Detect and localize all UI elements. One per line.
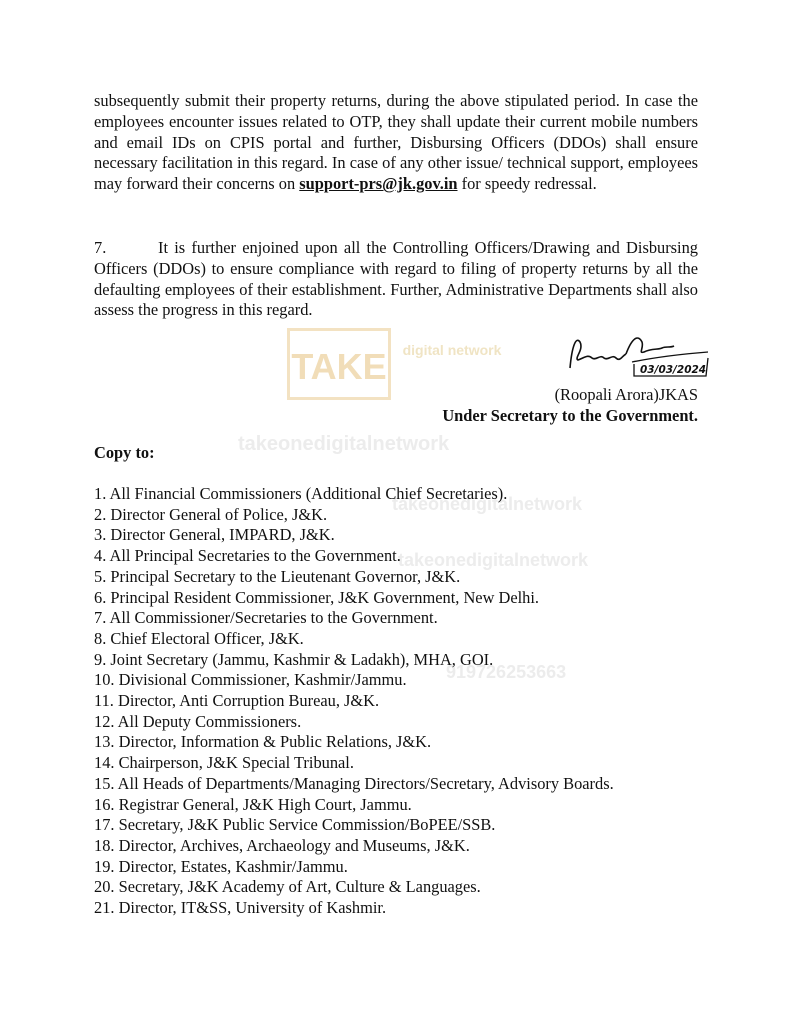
paragraph-text: for speedy redressal. — [457, 174, 597, 194]
list-item: 12. All Deputy Commissioners. — [94, 711, 302, 731]
list-item: 11. Director, Anti Corruption Bureau, J&K. — [94, 691, 380, 711]
list-item: 21. Director, IT&SS, University of Kashmir. — [94, 898, 387, 918]
list-item: 15. All Heads of Departments/Managing Directors/Secretary, Advisory Boards. — [94, 773, 614, 793]
watermark-logo-secondary: digital network — [402, 342, 502, 358]
list-item: 9. Joint Secretary (Jammu, Kashmir & Ladakh), MHA, GOI. — [94, 649, 494, 669]
list-item: 8. Chief Electoral Officer, J&K. — [94, 628, 304, 648]
list-item: 20. Secretary, J&K Academy of Art, Culture & Languages. — [94, 877, 481, 897]
list-item: 13. Director, Information & Public Relations, J&K. — [94, 732, 432, 752]
list-item: 19. Director, Estates, Kashmir/Jammu. — [94, 856, 348, 876]
signature-date: 03/03/2024 — [640, 364, 707, 376]
list-item: 14. Chairperson, J&K Special Tribunal. — [94, 753, 354, 773]
list-item: 17. Secretary, J&K Public Service Commission/BoPEE/SSB. — [94, 815, 496, 835]
list-item: 6. Principal Resident Commissioner, J&K Government, New Delhi. — [94, 587, 540, 607]
paragraph-number: 7. — [94, 238, 107, 257]
support-email-link[interactable]: support-prs@jk.gov.in — [299, 174, 458, 194]
list-item: 7. All Commissioner/Secretaries to the Government. — [94, 608, 438, 628]
watermark-text: takeonedigitalnetwork — [238, 433, 450, 455]
copy-to-list — [94, 484, 614, 919]
list-item: 16. Registrar General, J&K High Court, Jammu. — [94, 794, 412, 814]
list-item: 18. Director, Archives, Archaeology and Museums, J&K. — [94, 835, 470, 855]
watermark-text: takeonedigitalnetwork — [392, 494, 583, 514]
list-item: 10. Divisional Commissioner, Kashmir/Jammu. — [94, 670, 407, 690]
handwritten-signature — [562, 328, 712, 384]
list-item: 2. Director General of Police, J&K. — [94, 504, 328, 524]
paragraph-text: subsequently submit their property returns, during the above stipulated period. In case the employees encounter issues related to OTP, they shall update their current mobile numbers and email IDs on CPIS portal and further, Disbursing Officers (DDOs) shall ensure necessary facilitation in this regard. In case of any other issue/ technical support, employees may forward their concerns on — [94, 91, 698, 194]
paragraph-text: It is further enjoined upon all the Controlling Officers/Drawing and Disbursing Officers (DDOs) to ensure compliance with regard to filing of property returns by all the defaulting employees of their establishment. Further, Administrative Departments shall also assess the progress in this regard. — [94, 238, 698, 320]
list-item: 5. Principal Secretary to the Lieutenant Governor, J&K. — [94, 566, 461, 586]
list-item: 3. Director General, IMPARD, J&K. — [94, 525, 335, 545]
watermark-phone: 919726253663 — [446, 662, 567, 682]
paragraph-continuation — [94, 91, 698, 195]
watermark-logo: TAKE — [287, 328, 391, 400]
paragraph-7 — [94, 238, 698, 321]
copy-to-heading: Copy to: — [94, 443, 155, 462]
list-item: 4. All Principal Secretaries to the Government. — [94, 546, 401, 566]
list-item: 1. All Financial Commissioners (Additional Chief Secretaries). — [94, 484, 508, 503]
watermark-text: takeonedigitalnetwork — [398, 550, 589, 570]
signatory-designation: Under Secretary to the Government. — [442, 405, 698, 425]
signature-block — [442, 385, 698, 427]
signatory-name: (Roopali Arora)JKAS — [554, 385, 698, 404]
